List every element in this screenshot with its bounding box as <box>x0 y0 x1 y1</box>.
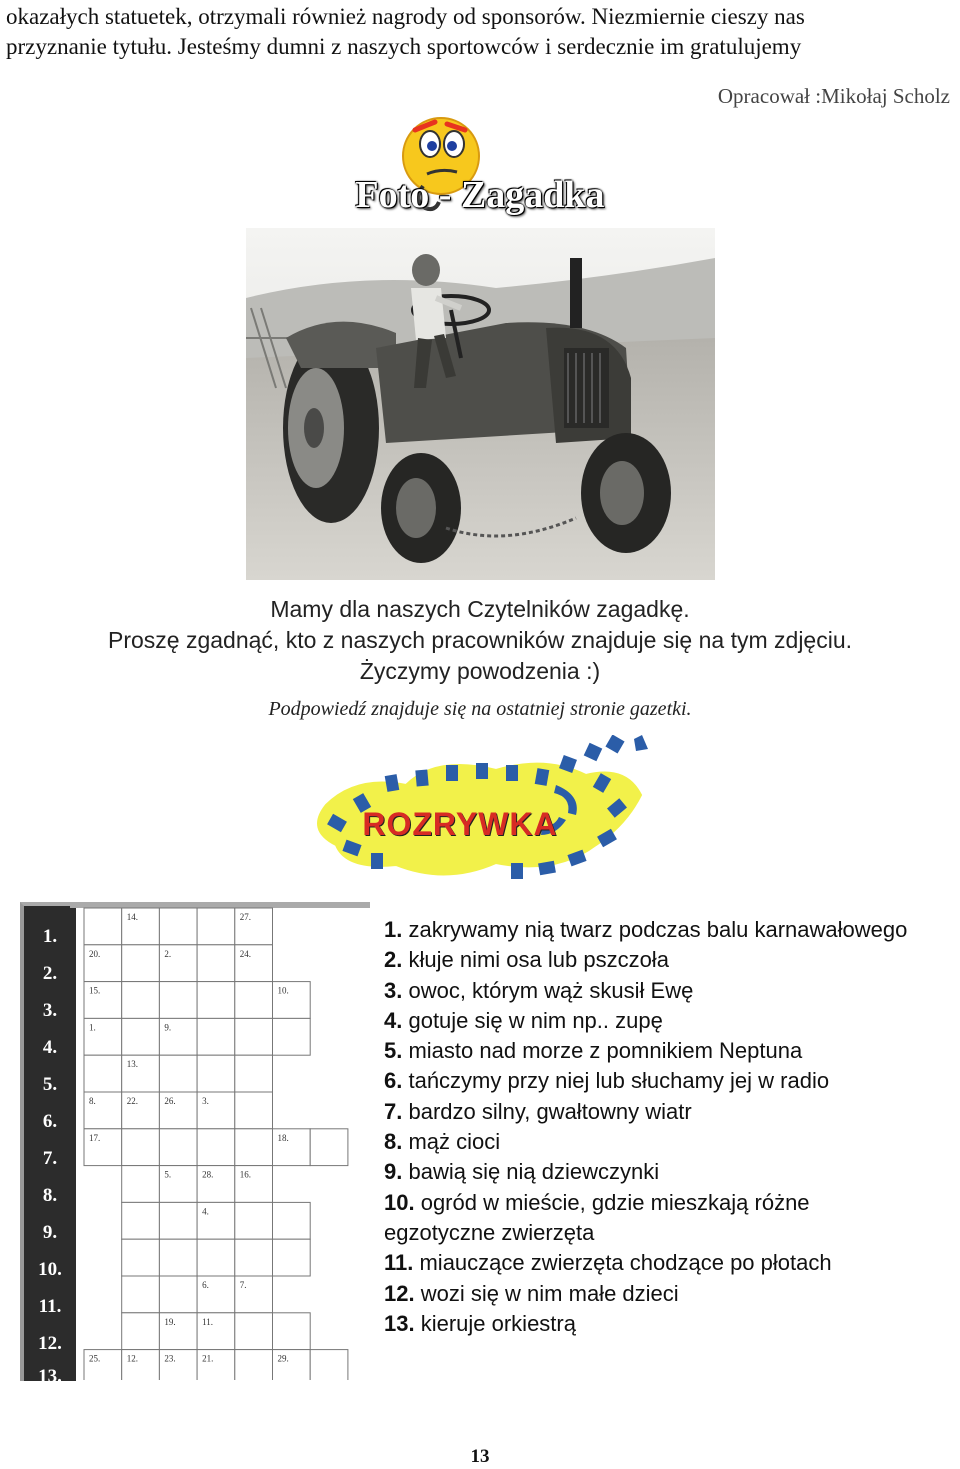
row-number: 6. <box>42 1111 58 1132</box>
crossword-cell-number: 16. <box>239 1169 252 1180</box>
photo-quiz-title: Foto - Zagadka <box>355 174 605 216</box>
clue-text: gotuje się w nim np.. zupę <box>408 1007 663 1033</box>
crossword-cell-number: 17. <box>89 1132 101 1143</box>
clue-item <box>384 1309 959 1339</box>
crossword-cell-number: 14. <box>126 912 138 922</box>
clue-text: bawią się nią dziewczynki <box>408 1159 660 1185</box>
clue-number: 9. <box>384 1159 409 1185</box>
clue-item <box>384 945 959 975</box>
crossword-cell-number: 20. <box>89 948 101 959</box>
page-number: 13 <box>470 1446 490 1467</box>
intro-paragraph <box>6 2 805 62</box>
crossword-cell[interactable] <box>235 1092 273 1129</box>
clue-item <box>384 976 959 1006</box>
tractor-photo <box>246 228 715 580</box>
crossword-cell[interactable] <box>122 1018 160 1055</box>
crossword-cell-number: 13. <box>126 1059 138 1070</box>
clue-text: egzotyczne zwierzęta <box>384 1219 595 1245</box>
crossword-cell-number: 9. <box>164 1022 172 1033</box>
clue-item <box>384 1097 959 1127</box>
crossword-cell-number: 1. <box>89 1022 96 1033</box>
crossword-cell-number: 10. <box>277 985 289 996</box>
intro-line-1: okazałych statuetek, otrzymali również nagrody od sponsorów. Niezmiernie cieszy nas <box>6 4 805 29</box>
row-number: 3. <box>42 1000 58 1021</box>
crossword-cell[interactable] <box>197 908 235 945</box>
clue-number: 8. <box>384 1129 409 1155</box>
crossword-cell[interactable] <box>273 1202 311 1239</box>
crossword-cell[interactable] <box>122 1313 160 1350</box>
banner-title: ROZRYWKA <box>362 806 558 842</box>
crossword-cell[interactable] <box>235 1313 273 1350</box>
clue-text: kieruje orkiestrą <box>420 1310 576 1336</box>
clue-item <box>384 1006 959 1036</box>
crossword-cell-number: 29. <box>277 1353 289 1364</box>
clue-item <box>384 915 959 945</box>
crossword-cell[interactable] <box>122 982 160 1019</box>
crossword-cell[interactable] <box>273 1018 311 1055</box>
clue-number: 13. <box>384 1310 421 1336</box>
crossword-cell[interactable] <box>310 1350 348 1380</box>
crossword-cell[interactable] <box>235 1055 273 1092</box>
crossword-cell[interactable] <box>310 1129 348 1166</box>
clue-text: zakrywamy nią twarz podczas balu karnawałowego <box>408 917 908 942</box>
clue-item <box>384 1066 959 1096</box>
clue-item <box>384 1157 959 1187</box>
crossword-cell-number: 24. <box>239 948 252 959</box>
clue-number: 10. <box>384 1189 421 1215</box>
clue-number: 6. <box>384 1068 409 1094</box>
crossword-cell[interactable] <box>235 1202 273 1239</box>
crossword-cell[interactable] <box>197 945 235 982</box>
crossword-cell[interactable] <box>273 1239 311 1276</box>
crossword-cell[interactable] <box>84 908 122 945</box>
crossword-cell-number: 19. <box>164 1316 176 1327</box>
crossword-cell[interactable] <box>122 1239 160 1276</box>
clue-number: 5. <box>384 1038 409 1064</box>
crossword-cell-number: 11. <box>202 1316 214 1327</box>
crossword-cell-number: 2. <box>164 948 172 959</box>
crossword-cell[interactable] <box>235 1018 273 1055</box>
crossword-cell[interactable] <box>197 1129 235 1166</box>
crossword-cell[interactable] <box>159 1239 197 1276</box>
clue-text: miasto nad morze z pomnikiem Neptuna <box>408 1038 803 1064</box>
clue-number: 3. <box>384 977 409 1003</box>
row-number: 10. <box>38 1259 62 1280</box>
crossword-cell-number: 27. <box>239 912 252 922</box>
crossword-cell[interactable] <box>235 1239 273 1276</box>
clue-item <box>384 1279 959 1309</box>
quiz-hint: Podpowiedź znajduje się na ostatniej stronie gazetki. <box>268 698 692 720</box>
row-number: 12. <box>38 1333 62 1354</box>
author-credit: Opracował :Mikołaj Scholz <box>717 84 950 108</box>
clue-text: tańczymy przy niej lub słuchamy jej w radio <box>408 1068 830 1094</box>
row-number: 4. <box>42 1037 58 1058</box>
crossword-cell-number: 25. <box>89 1353 101 1364</box>
crossword-cell-number: 28. <box>202 1169 214 1180</box>
clue-item <box>384 1248 959 1278</box>
crossword-cell[interactable] <box>84 1055 122 1092</box>
clue-number: 11. <box>384 1250 420 1276</box>
clue-text: mąż cioci <box>408 1129 501 1155</box>
clue-item <box>384 1036 959 1066</box>
crossword-cell[interactable] <box>159 1129 197 1166</box>
crossword-cell[interactable] <box>197 982 235 1019</box>
clue-text: ogród w mieście, gdzie mieszkają różne <box>420 1189 810 1215</box>
row-number: 11. <box>38 1296 62 1317</box>
crossword-cell[interactable] <box>122 945 160 982</box>
quiz-line-2: Proszę zgadnąć, kto z naszych pracowników znajduje się na tym zdjęciu. <box>107 627 853 653</box>
crossword-clues <box>384 915 959 1339</box>
clue-number: 7. <box>384 1098 409 1124</box>
crossword-cell-number: 8. <box>89 1096 96 1106</box>
crossword-cell[interactable] <box>159 982 197 1019</box>
crossword-cell-number: 5. <box>164 1169 172 1180</box>
clue-number: 2. <box>384 947 409 973</box>
row-number: 7. <box>42 1148 58 1169</box>
crossword-cell-number: 12. <box>126 1353 138 1364</box>
crossword-cell-number: 23. <box>164 1353 176 1364</box>
crossword-cell[interactable] <box>235 1350 273 1380</box>
crossword-cell[interactable] <box>159 1055 197 1092</box>
clue-item <box>384 1218 959 1248</box>
crossword-cell[interactable] <box>159 1202 197 1239</box>
crossword-cell-number: 21. <box>202 1353 214 1364</box>
crossword-cell[interactable] <box>159 1276 197 1313</box>
crossword-cell[interactable] <box>197 1018 235 1055</box>
crossword-cell[interactable] <box>122 1166 160 1203</box>
clue-number: 4. <box>384 1007 409 1033</box>
row-number: 9. <box>42 1222 58 1243</box>
clue-number: 1. <box>384 917 409 942</box>
crossword-row-numbers <box>20 902 76 1387</box>
crossword-cell-number: 3. <box>202 1096 209 1106</box>
crossword-cell-number: 6. <box>202 1280 209 1290</box>
clue-number: 12. <box>384 1280 421 1306</box>
crossword-cell[interactable] <box>197 1239 235 1276</box>
row-number: 2. <box>42 963 58 984</box>
crossword-cell-number: 4. <box>202 1206 209 1217</box>
crossword-cell[interactable] <box>159 908 197 945</box>
crossword-cell[interactable] <box>122 1202 160 1239</box>
crossword-cell[interactable] <box>122 1129 160 1166</box>
row-number: 13. <box>38 1366 62 1387</box>
row-number: 1. <box>42 926 58 947</box>
clue-text: wozi się w nim małe dzieci <box>420 1280 679 1306</box>
crossword-cell[interactable] <box>197 1055 235 1092</box>
crossword-cell-number: 26. <box>164 1096 176 1106</box>
row-number: 8. <box>42 1185 58 1206</box>
clue-text: kłuje nimi osa lub pszczoła <box>408 947 669 973</box>
intro-line-2: przyznanie tytułu. Jesteśmy dumni z naszych sportowców i serdecznie im gratulujemy <box>6 34 802 59</box>
quiz-line-3: Życzymy powodzenia :) <box>359 658 601 684</box>
crossword-cell-number: 15. <box>89 985 101 996</box>
clue-text: miauczące zwierzęta chodzące po płotach <box>419 1250 832 1276</box>
crossword-cell[interactable] <box>122 1276 160 1313</box>
clue-item <box>384 1188 959 1218</box>
clue-text: owoc, którym wąż skusił Ewę <box>408 977 694 1003</box>
clue-item <box>384 1127 959 1157</box>
crossword-cell-number: 22. <box>126 1096 138 1106</box>
crossword-cell-number: 7. <box>239 1280 247 1290</box>
crossword-cell-number: 18. <box>277 1132 289 1143</box>
clue-text: bardzo silny, gwałtowny wiatr <box>408 1098 692 1124</box>
row-number: 5. <box>42 1074 58 1095</box>
crossword-cell[interactable] <box>273 1313 311 1350</box>
crossword-cell[interactable] <box>235 1129 273 1166</box>
quiz-line-1: Mamy dla naszych Czytelników zagadkę. <box>270 596 690 622</box>
crossword-cell[interactable] <box>235 982 273 1019</box>
